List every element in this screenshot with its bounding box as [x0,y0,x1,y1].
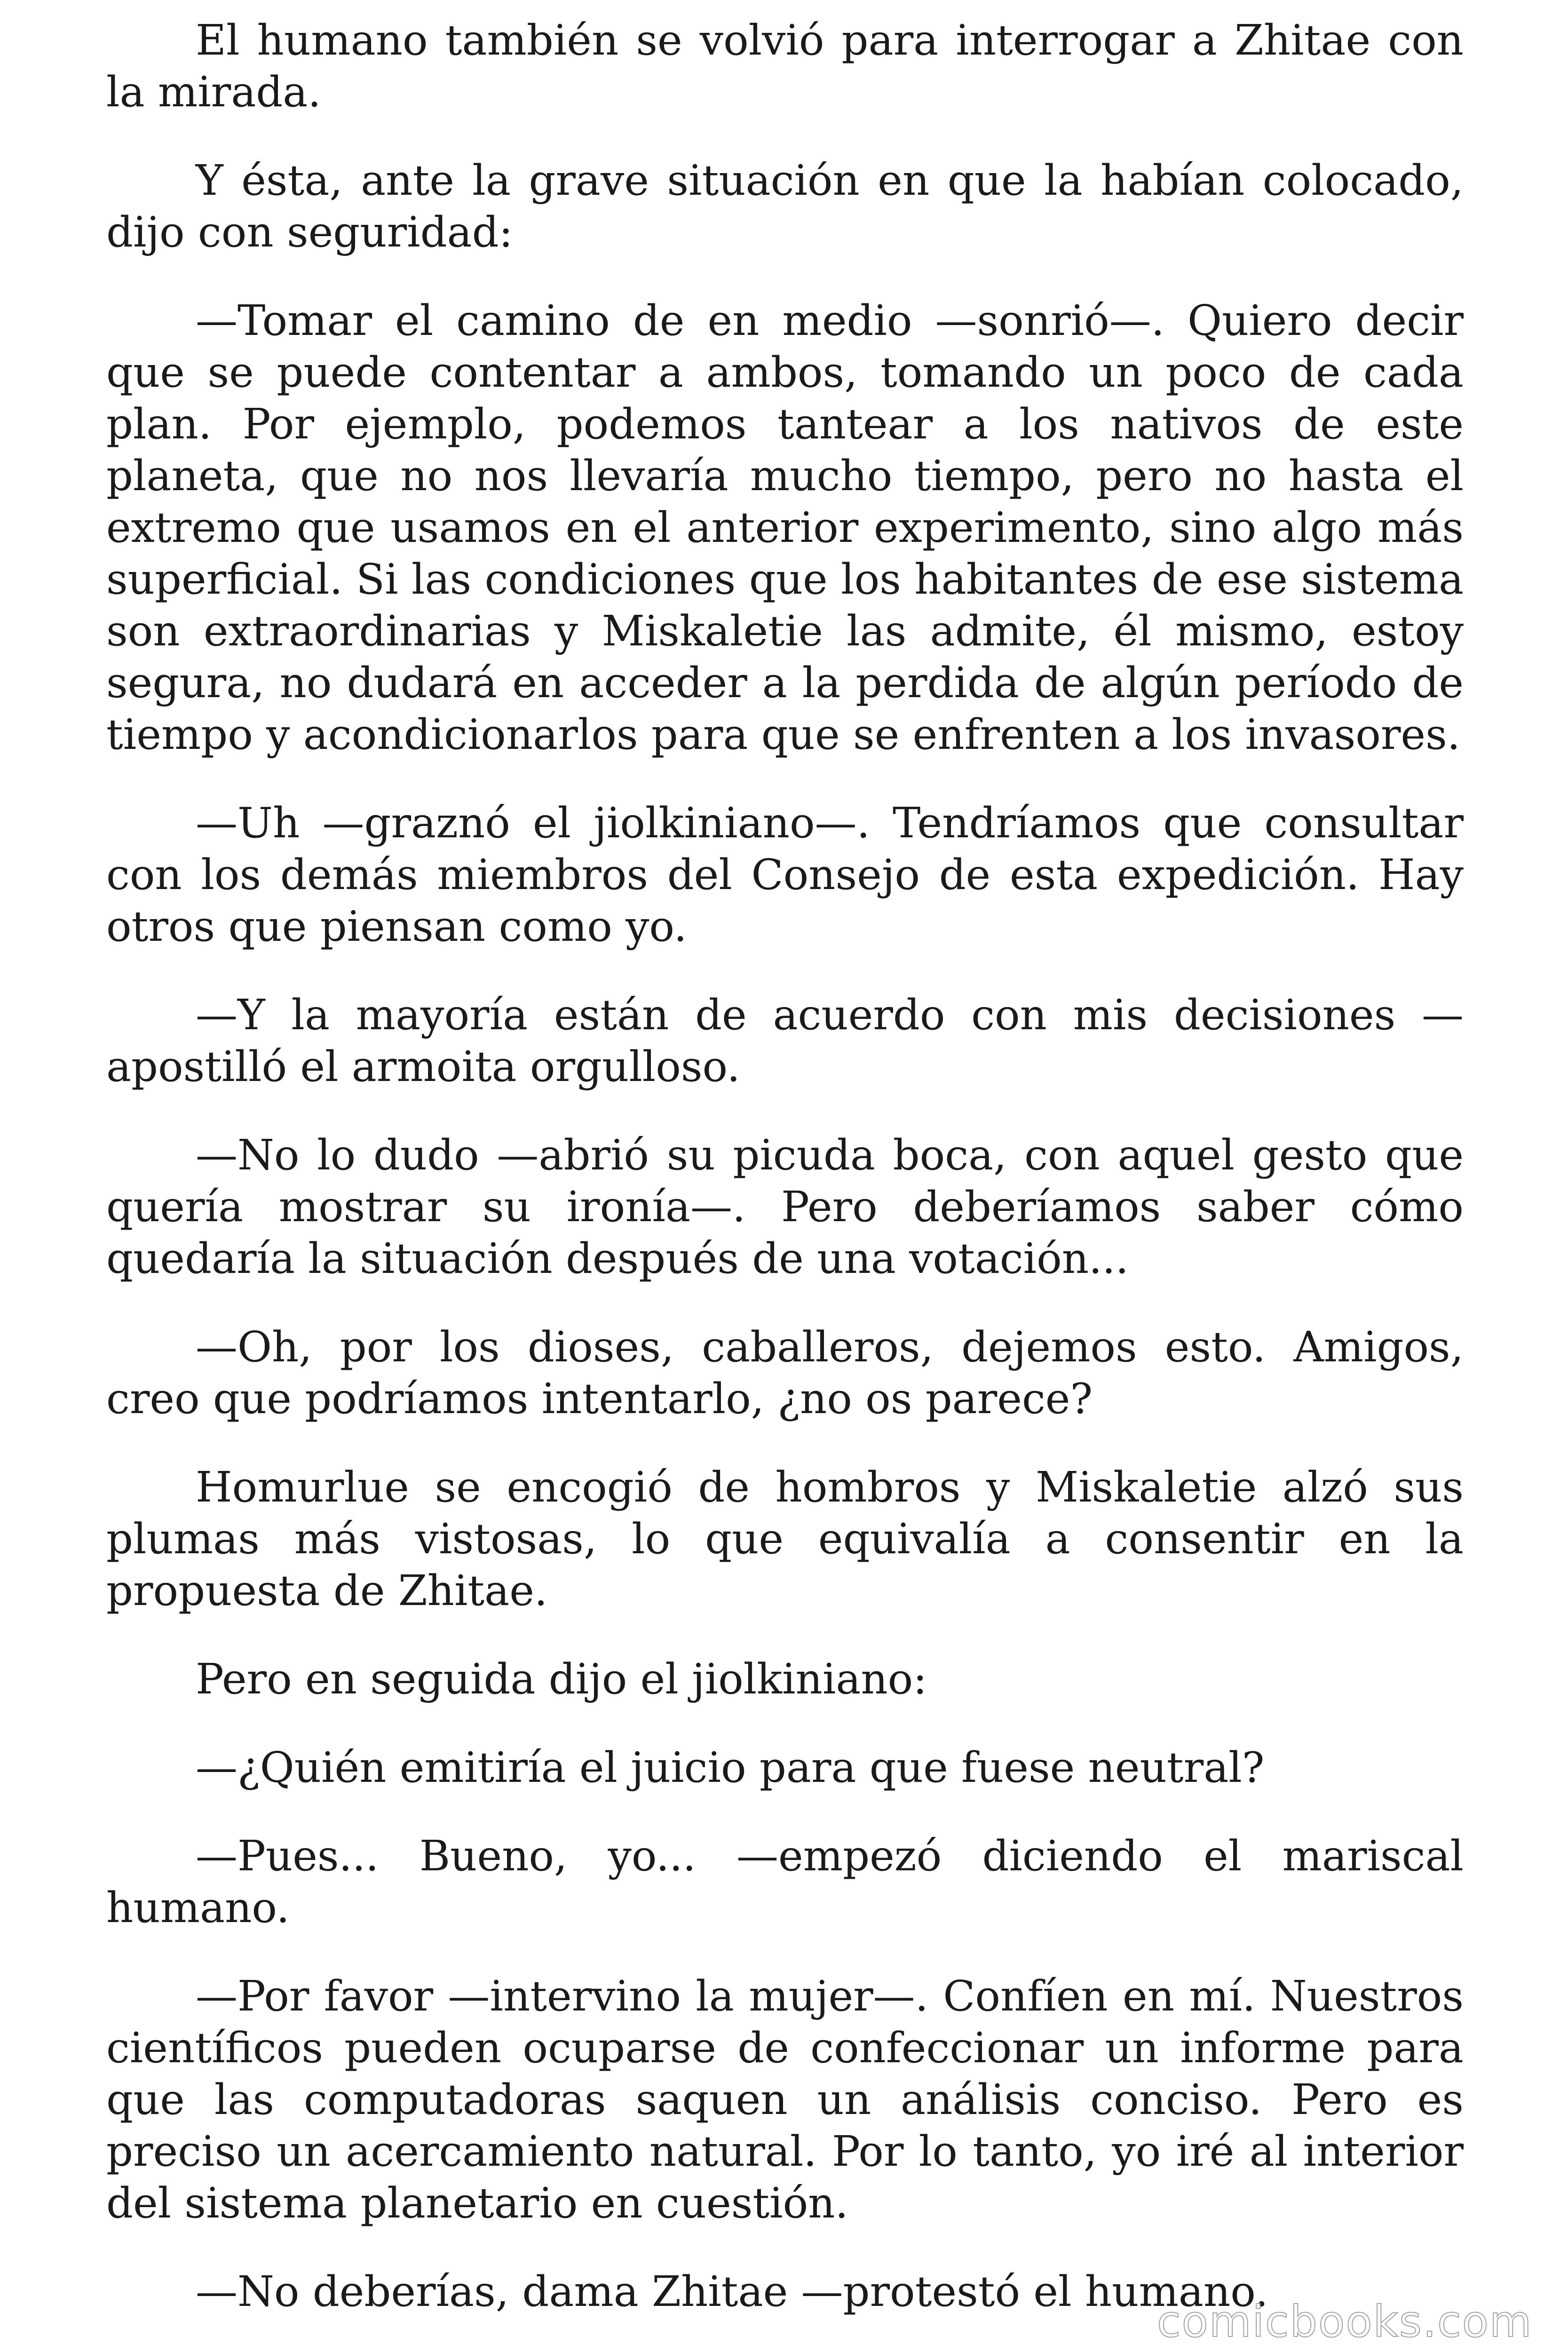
paragraph: Y ésta, ante la grave situación en que la habían colocado, dijo con seguridad: [106,156,1464,256]
paragraph: —No deberías, dama Zhitae —protestó el humano. [196,2267,1268,2316]
paragraph: —Y la mayoría están de acuerdo con mis decisiones —apostilló el armoita orgulloso. [106,990,1464,1091]
paragraph: —Uh —graznó el jiolkiniano—. Tendríamos que consultar con los demás miembros del Consejo de esta expedición. Hay otros que piensan como yo. [106,798,1464,951]
paragraph: —Tomar el camino de en medio —sonrió—. Quiero decir que se puede contentar a ambos, tomando un poco de cada plan. Por ejemplo, podemos tantear a los nativos de este planeta, que no nos llevaría mucho tiempo, pero no hasta el extremo que usamos en el anterior experimento, sino algo más superficial. Si las condiciones que los habitantes de ese sistema son extraordinarias y Miskaletie las admite, él mismo, estoy segura, no dudará en acceder a la perdida de algún período de tiempo y acondicionarlos para que se enfrenten a los invasores. [106,296,1464,759]
book-page [106,14,1464,2352]
paragraph: —¿Quién emitiría el juicio para que fuese neutral? [196,1743,1265,1792]
paragraph: —Por favor —intervino la mujer—. Confíen en mí. Nuestros científicos pueden ocuparse de confeccionar un informe para que las computadoras saquen un análisis conciso. Pero es preciso un acercamiento natural. Por lo tanto, yo iré al interior del sistema planetario en cuestión. [106,1971,1464,2227]
paragraph: El humano también se volvió para interrogar a Zhitae con la mirada. [106,16,1464,116]
paragraph: Pero en seguida dijo el jiolkiniano: [196,1654,927,1703]
paragraph: Homurlue se encogió de hombros y Miskaletie alzó sus plumas más vistosas, lo que equivalía a consentir en la propuesta de Zhitae. [106,1462,1464,1615]
paragraph: —No lo dudo —abrió su picuda boca, con aquel gesto que quería mostrar su ironía—. Pero deberíamos saber cómo quedaría la situación después de una votación... [106,1130,1464,1283]
paragraph: —Oh, por los dioses, caballeros, dejemos esto. Amigos, creo que podríamos intentarlo, ¿no os parece? [106,1322,1464,1423]
watermark: comicbooks.com [1157,2296,1533,2347]
paragraph: —Pues... Bueno, yo... —empezó diciendo el mariscal humano. [106,1831,1464,1932]
